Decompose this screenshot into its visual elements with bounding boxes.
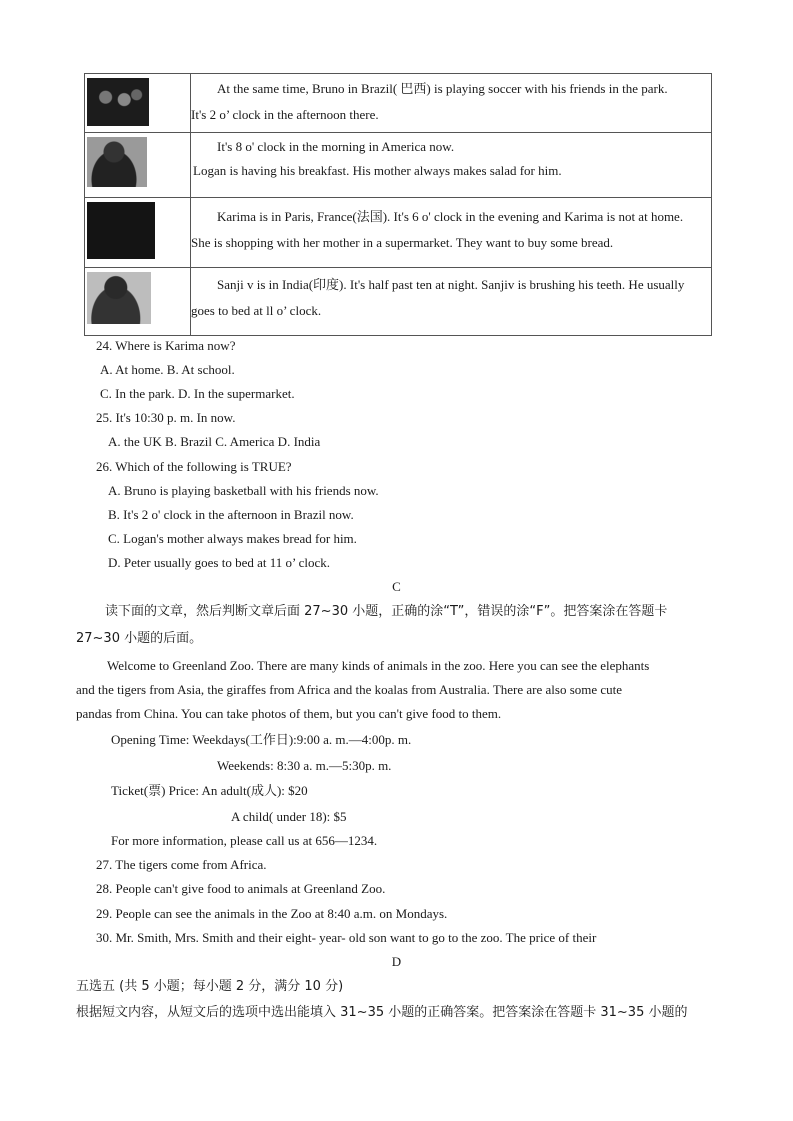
ticket-price-child: A child( under 18): $5 [231,809,347,824]
row-text-line: Karima is in Paris, France(法国). It's 6 o' clock in the evening and Karima is not at home. [217,209,684,224]
q26-option-a: A. Bruno is playing basketball with his friends now. [108,483,379,498]
q24-options-ab: A. At home. B. At school. [100,362,235,377]
row-text-line: She is shopping with her mother in a supermarket. They want to buy some bread. [191,235,614,250]
contact-info: For more information, please call us at 656—1234. [111,833,378,848]
photo-cell [85,198,191,268]
row-text-line: At the same time, Bruno in Brazil( 巴西) is playing soccer with his friends in the park. [217,81,668,96]
q28: 28. People can't give food to animals at Greenland Zoo. [96,881,386,896]
q29: 29. People can see the animals in the Zoo at 8:40 a.m. on Mondays. [96,906,448,921]
section-c-instruction-cont: 27~30 小题的后面。 [76,631,203,646]
section-d-heading: D [391,954,402,969]
opening-time: Opening Time: Weekdays(工作日):9:00 a. m.—4:00p. m. [111,732,412,747]
section-d-instruction: 根据短文内容，从短文后的选项中选出能填入 31~35 小题的正确答案。把答案涂在答题卡 31~35 小题的 [76,1005,688,1020]
q30: 30. Mr. Smith, Mrs. Smith and their eight- year- old son want to go to the zoo. The price of their [96,930,597,945]
q25-stem: 25. It's 10:30 p. m. In now. [96,410,236,425]
q26-option-c: C. Logan's mother always makes bread for him. [108,531,357,546]
zoo-paragraph: Welcome to Greenland Zoo. There are many kinds of animals in the zoo. Here you can see the elephants [107,658,650,673]
row-text-line: It's 8 o' clock in the morning in America now. [217,139,455,154]
row-text-line: Logan is having his breakfast. His mother always makes salad for him. [193,163,562,178]
row-text-line: Sanji v is in India(印度). It's half past ten at night. Sanjiv is brushing his teeth. He usually [217,277,685,292]
table-row [85,133,712,198]
q25-options: A. the UK B. Brazil C. America D. India [108,434,321,449]
zoo-paragraph: and the tigers from Asia, the giraffes from Africa and the koalas from Australia. There are also some cute [76,682,623,697]
q26-option-b: B. It's 2 o' clock in the afternoon in Brazil now. [108,507,354,522]
q27: 27. The tigers come from Africa. [96,857,267,872]
section-c-heading: C [392,579,401,594]
section-c-instruction: 读下面的文章，然后判断文章后面 27~30 小题，正确的涂“T”，错误的涂“F”。把答案涂在答题卡 [105,604,668,619]
photo-cell [85,74,191,133]
q26-stem: 26. Which of the following is TRUE? [96,459,292,474]
child-photo-icon [87,272,151,324]
q24-options-cd: C. In the park. D. In the supermarket. [100,386,295,401]
table-row [85,74,712,133]
text-cell [191,268,712,336]
q26-option-d: D. Peter usually goes to bed at 11 o’ clock. [108,555,331,570]
opening-time-weekends: Weekends: 8:30 a. m.—5:30p. m. [217,758,392,773]
text-cell [191,133,712,198]
friends-photo-icon [87,78,149,126]
zoo-paragraph: pandas from China. You can take photos of them, but you can't give food to them. [76,706,502,721]
row-text-line: goes to bed at ll o’ clock. [191,303,322,318]
story-table [84,73,712,336]
photo-cell [85,268,191,336]
photo-cell [85,133,191,198]
boy-photo-icon [87,137,147,187]
section-d-title: 五选五 (共 5 小题；每小题 2 分，满分 10 分) [76,979,344,994]
dark-photo-icon [87,202,155,259]
row-text-line: It's 2 o’ clock in the afternoon there. [191,107,379,122]
table-row [85,268,712,336]
text-cell [191,198,712,268]
text-cell [191,74,712,133]
table-row [85,198,712,268]
q24-stem: 24. Where is Karima now? [96,338,236,353]
ticket-price: Ticket(票) Price: An adult(成人): $20 [111,783,308,798]
